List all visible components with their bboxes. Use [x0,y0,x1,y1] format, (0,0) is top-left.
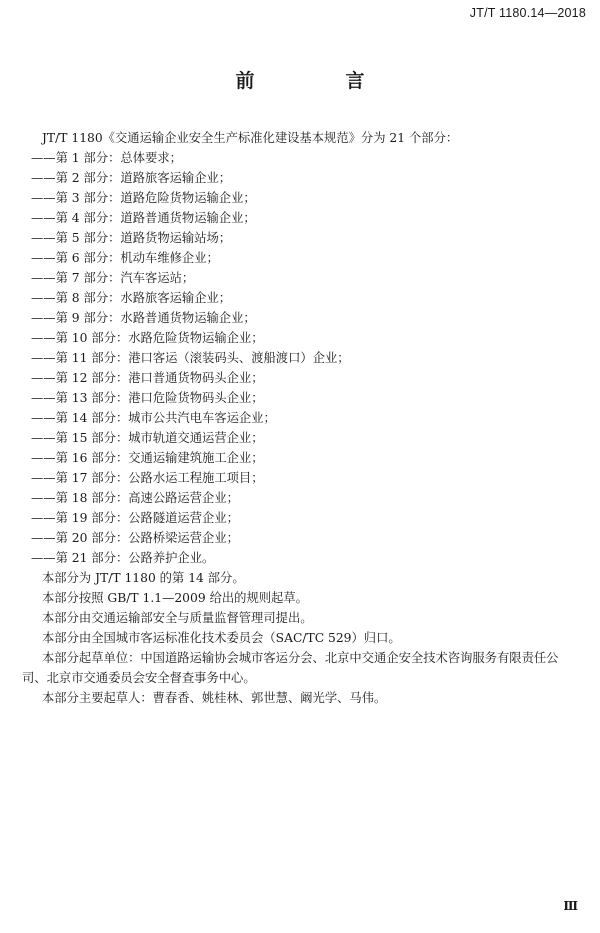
list-item: ——第 18 部分：高速公路运营企业； [31,491,239,505]
page-title: 前 言 [235,70,401,92]
list-item: ——第 19 部分：公路隧道运营企业； [31,511,239,525]
list-item: ——第 13 部分：港口危险货物码头企业； [31,391,264,405]
part-of-statement: 本部分为 JT/T 1180 的第 14 部分。 [42,571,245,585]
proposer-statement: 本部分由交通运输部安全与质量监督管理司提出。 [42,611,313,625]
list-item: ——第 4 部分：道路普通货物运输企业； [31,211,256,225]
intro-paragraph: JT/T 1180《交通运输企业安全生产标准化建设基本规范》分为 21 个部分： [42,131,459,145]
list-item: ——第 2 部分：道路旅客运输企业； [31,171,232,185]
list-item: ——第 15 部分：城市轨道交通运营企业； [31,431,264,445]
list-item: ——第 1 部分：总体要求； [31,151,182,165]
list-item: ——第 5 部分：道路货物运输站场； [31,231,232,245]
list-item: ——第 11 部分：港口客运（滚装码头、渡船渡口）企业； [31,351,350,365]
list-item: ——第 7 部分：汽车客运站； [31,271,195,285]
list-item: ——第 17 部分：公路水运工程施工项目； [31,471,264,485]
list-item: ——第 3 部分：道路危险货物运输企业； [31,191,256,205]
page-number: Ⅲ [563,899,578,913]
parts-list [22,148,588,568]
centralized-statement: 本部分由全国城市客运标准化技术委员会（SAC/TC 529）归口。 [42,631,401,645]
list-item: ——第 14 部分：城市公共汽电车客运企业； [31,411,276,425]
list-item: ——第 16 部分：交通运输建筑施工企业； [31,451,264,465]
list-item: ——第 6 部分：机动车维修企业； [31,251,219,265]
list-item: ——第 12 部分：港口普通货物码头企业； [31,371,264,385]
list-item: ——第 8 部分：水路旅客运输企业； [31,291,232,305]
drafting-units-statement: 本部分起草单位：中国道路运输协会城市客运分会、北京中交通企安全技术咨询服务有限责任公 [42,651,559,665]
list-item: ——第 9 部分：水路普通货物运输企业； [31,311,256,325]
foreword-body [22,128,588,708]
drafting-rules-statement: 本部分按照 GB/T 1.1—2009 给出的规则起草。 [42,591,308,605]
main-drafters-statement: 本部分主要起草人：曹春香、姚桂林、郭世慧、阚光学、马伟。 [42,691,387,705]
list-item: ——第 10 部分：水路危险货物运输企业； [31,331,264,345]
standard-code: JT/T 1180.14—2018 [469,6,586,20]
drafting-units-continuation: 司、北京市交通委员会安全督查事务中心。 [22,671,256,685]
list-item: ——第 21 部分：公路养护企业。 [31,551,215,565]
list-item: ——第 20 部分：公路桥梁运营企业； [31,531,239,545]
